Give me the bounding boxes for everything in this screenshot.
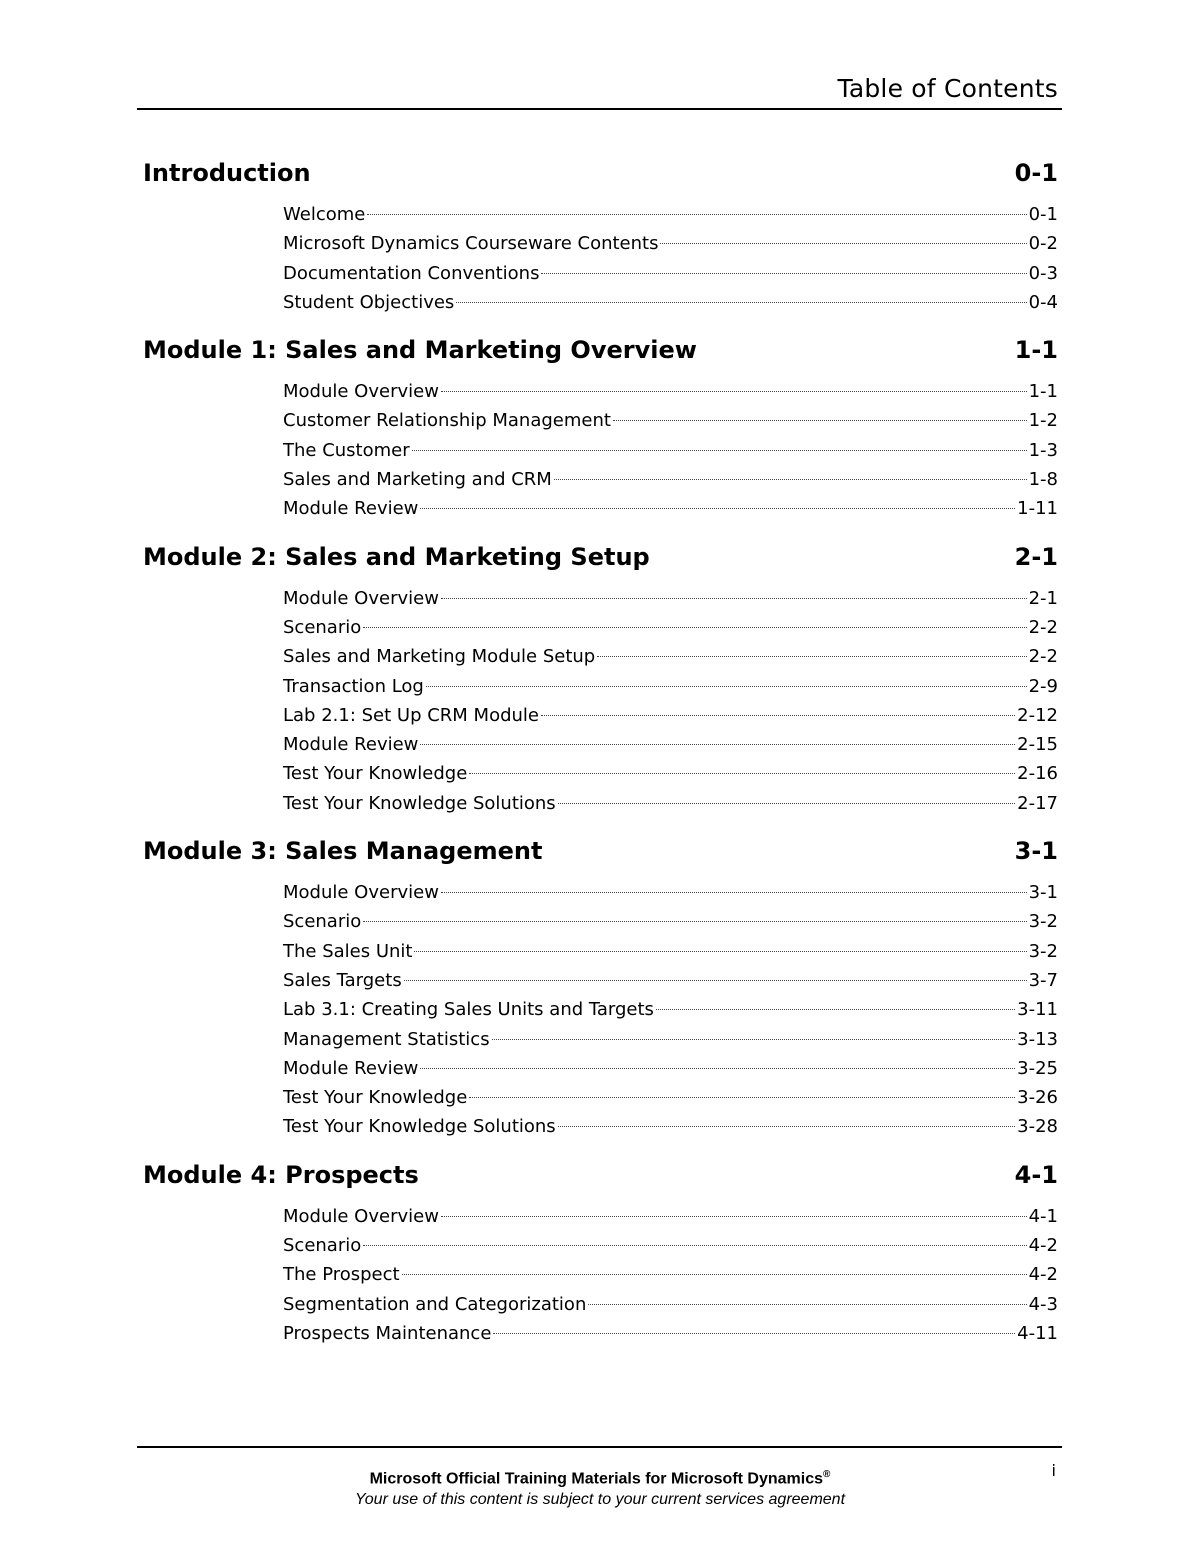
entry-page-number: 3-13: [1017, 1028, 1058, 1050]
section-title: Module 1: Sales and Marketing Overview: [143, 336, 697, 365]
entry-page-number: 4-2: [1028, 1235, 1058, 1257]
entry-page-number: 0-3: [1028, 262, 1058, 284]
toc-entry[interactable]: [283, 465, 1058, 494]
entry-page-number: 0-1: [1028, 204, 1058, 225]
dot-leader: [441, 1216, 1027, 1217]
dot-leader: [469, 773, 1015, 774]
footer-notice: Your use of this content is subject to your current services agreement: [354, 1491, 846, 1508]
entry-label: Module Review: [283, 498, 419, 520]
entry-label: Sales and Marketing and CRM: [283, 469, 552, 491]
entry-page-number: 2-1: [1028, 587, 1058, 609]
entry-label: Module Overview: [283, 1205, 439, 1227]
section-heading[interactable]: [143, 1156, 1058, 1194]
dot-leader: [441, 391, 1027, 392]
toc-entry[interactable]: [283, 200, 1058, 229]
section-entries: [283, 878, 1058, 1142]
dot-leader: [558, 803, 1015, 804]
toc-entry[interactable]: [283, 995, 1058, 1024]
entry-label: Welcome: [283, 204, 366, 225]
entry-page-number: 2-15: [1017, 734, 1058, 756]
toc-entry[interactable]: [283, 436, 1058, 465]
entry-label: Module Overview: [283, 587, 439, 609]
entry-label: Scenario: [283, 1235, 362, 1257]
table-of-contents: [143, 154, 1058, 1362]
entry-label: Student Objectives: [283, 291, 455, 313]
dot-leader: [441, 892, 1027, 893]
toc-entry[interactable]: [283, 1319, 1058, 1348]
dot-leader: [402, 1274, 1027, 1275]
toc-entry[interactable]: [283, 1260, 1058, 1289]
entry-label: Module Overview: [283, 882, 439, 904]
section-entries: [283, 1202, 1058, 1348]
entry-page-number: 4-2: [1028, 1264, 1058, 1286]
entry-label: The Sales Unit: [283, 940, 413, 962]
toc-entry[interactable]: [283, 494, 1058, 523]
toc-section: [143, 154, 1058, 317]
entry-page-number: 3-2: [1028, 940, 1058, 962]
entry-label: Test Your Knowledge: [283, 763, 468, 785]
dot-leader: [363, 921, 1026, 922]
dot-leader: [660, 243, 1026, 244]
section-entries: [283, 584, 1058, 818]
entry-label: Prospects Maintenance: [283, 1322, 492, 1344]
toc-entry[interactable]: [283, 642, 1058, 671]
entry-page-number: 1-8: [1028, 469, 1058, 491]
section-page-number: 3-1: [1014, 837, 1058, 866]
toc-entry[interactable]: [283, 789, 1058, 818]
dot-leader: [404, 980, 1027, 981]
page-header-title: Table of Contents: [837, 74, 1058, 103]
entry-page-number: 3-2: [1028, 911, 1058, 933]
toc-entry[interactable]: [283, 966, 1058, 995]
entry-label: Module Review: [283, 1057, 419, 1079]
entry-label: Module Review: [283, 734, 419, 756]
toc-entry[interactable]: [283, 759, 1058, 788]
entry-page-number: 3-28: [1017, 1116, 1058, 1138]
entry-page-number: 2-16: [1017, 763, 1058, 785]
dot-leader: [469, 1097, 1015, 1098]
toc-section: [143, 832, 1058, 1142]
entry-page-number: 3-26: [1017, 1087, 1058, 1109]
section-heading[interactable]: [143, 832, 1058, 870]
entry-page-number: 1-1: [1028, 381, 1058, 403]
entry-label: Microsoft Dynamics Courseware Contents: [283, 233, 659, 255]
entry-page-number: 3-7: [1028, 969, 1058, 991]
entry-label: Customer Relationship Management: [283, 410, 611, 432]
entry-page-number: 2-2: [1028, 646, 1058, 668]
section-page-number: 1-1: [1014, 336, 1058, 365]
section-page-number: 4-1: [1014, 1160, 1058, 1189]
entry-label: Test Your Knowledge Solutions: [283, 1116, 556, 1138]
header-divider: [137, 108, 1062, 110]
toc-entry[interactable]: [283, 229, 1058, 258]
toc-entry[interactable]: [283, 259, 1058, 288]
dot-leader: [492, 1039, 1016, 1040]
toc-entry[interactable]: [283, 1231, 1058, 1260]
entry-label: Module Overview: [283, 381, 439, 403]
section-page-number: 2-1: [1014, 542, 1058, 571]
toc-entry[interactable]: [283, 1202, 1058, 1231]
dot-leader: [656, 1009, 1015, 1010]
dot-leader: [363, 627, 1026, 628]
entry-label: Scenario: [283, 911, 362, 933]
entry-label: The Customer: [283, 439, 410, 461]
toc-entry[interactable]: [283, 701, 1058, 730]
dot-leader: [367, 214, 1026, 215]
dot-leader: [541, 715, 1015, 716]
dot-leader: [426, 686, 1027, 687]
dot-leader: [363, 1245, 1026, 1246]
dot-leader: [541, 273, 1026, 274]
toc-entry[interactable]: [283, 613, 1058, 642]
footer-publisher-text: Microsoft Official Training Materials for Microsoft Dynamics: [369, 1470, 824, 1488]
entry-page-number: 2-2: [1028, 616, 1058, 638]
toc-entry[interactable]: [283, 1054, 1058, 1083]
toc-entry[interactable]: [283, 1025, 1058, 1054]
section-title: Introduction: [143, 159, 311, 187]
entry-label: Sales and Marketing Module Setup: [283, 646, 596, 668]
toc-entry[interactable]: [283, 377, 1058, 406]
entry-label: Test Your Knowledge: [283, 1087, 468, 1109]
entry-page-number: 2-12: [1017, 704, 1058, 726]
toc-section: [143, 1156, 1058, 1348]
section-title: Module 4: Prospects: [143, 1160, 419, 1189]
toc-entry[interactable]: [283, 1083, 1058, 1112]
toc-section: [143, 538, 1058, 818]
toc-entry[interactable]: [283, 907, 1058, 936]
entry-label: Scenario: [283, 616, 362, 638]
entry-page-number: 1-11: [1017, 498, 1058, 520]
dot-leader: [441, 598, 1027, 599]
section-title: Module 2: Sales and Marketing Setup: [143, 542, 650, 571]
dot-leader: [613, 420, 1027, 421]
footer-publisher: [0, 1469, 1200, 1488]
toc-entry[interactable]: [283, 937, 1058, 966]
dot-leader: [588, 1304, 1026, 1305]
entry-page-number: 1-2: [1028, 410, 1058, 432]
entry-page-number: 4-11: [1017, 1322, 1058, 1344]
entry-page-number: 1-3: [1028, 439, 1058, 461]
section-heading[interactable]: [143, 154, 1058, 192]
entry-label: Sales Targets: [283, 969, 402, 991]
entry-page-number: 0-4: [1028, 291, 1058, 313]
dot-leader: [558, 1126, 1015, 1127]
entry-page-number: 3-11: [1017, 999, 1058, 1021]
dot-leader: [414, 951, 1026, 952]
section-heading[interactable]: [143, 538, 1058, 576]
entry-label: Test Your Knowledge Solutions: [283, 792, 556, 814]
entry-page-number: 2-17: [1017, 792, 1058, 814]
entry-label: Management Statistics: [283, 1028, 490, 1050]
dot-leader: [493, 1333, 1015, 1334]
toc-entry[interactable]: [283, 288, 1058, 317]
dot-leader: [420, 508, 1015, 509]
entry-page-number: 2-9: [1028, 675, 1058, 697]
entry-page-number: 3-25: [1017, 1057, 1058, 1079]
entry-page-number: 4-3: [1028, 1293, 1058, 1315]
section-entries: [283, 200, 1058, 317]
toc-entry[interactable]: [283, 1112, 1058, 1141]
entry-label: Documentation Conventions: [283, 262, 540, 284]
dot-leader: [420, 1068, 1015, 1069]
entry-label: Transaction Log: [283, 675, 424, 697]
toc-entry[interactable]: [283, 730, 1058, 759]
section-title: Module 3: Sales Management: [143, 837, 543, 866]
toc-section: [143, 331, 1058, 523]
dot-leader: [456, 302, 1026, 303]
registered-mark: ®: [823, 1469, 831, 1480]
dot-leader: [412, 450, 1027, 451]
section-page-number: 0-1: [1014, 159, 1058, 187]
entry-page-number: 0-2: [1028, 233, 1058, 255]
entry-label: The Prospect: [283, 1264, 400, 1286]
section-entries: [283, 377, 1058, 523]
entry-page-number: 3-1: [1028, 882, 1058, 904]
dot-leader: [554, 479, 1027, 480]
section-heading[interactable]: [143, 331, 1058, 369]
toc-entry[interactable]: [283, 406, 1058, 435]
entry-label: Lab 2.1: Set Up CRM Module: [283, 704, 539, 726]
dot-leader: [597, 656, 1026, 657]
dot-leader: [420, 744, 1015, 745]
toc-entry[interactable]: [283, 1290, 1058, 1319]
entry-label: Segmentation and Categorization: [283, 1293, 587, 1315]
toc-entry[interactable]: [283, 672, 1058, 701]
entry-label: Lab 3.1: Creating Sales Units and Targets: [283, 999, 654, 1021]
entry-page-number: 4-1: [1028, 1205, 1058, 1227]
toc-entry[interactable]: [283, 878, 1058, 907]
footer-divider: [137, 1446, 1062, 1448]
page-number: i: [1051, 1461, 1056, 1480]
toc-entry[interactable]: [283, 584, 1058, 613]
